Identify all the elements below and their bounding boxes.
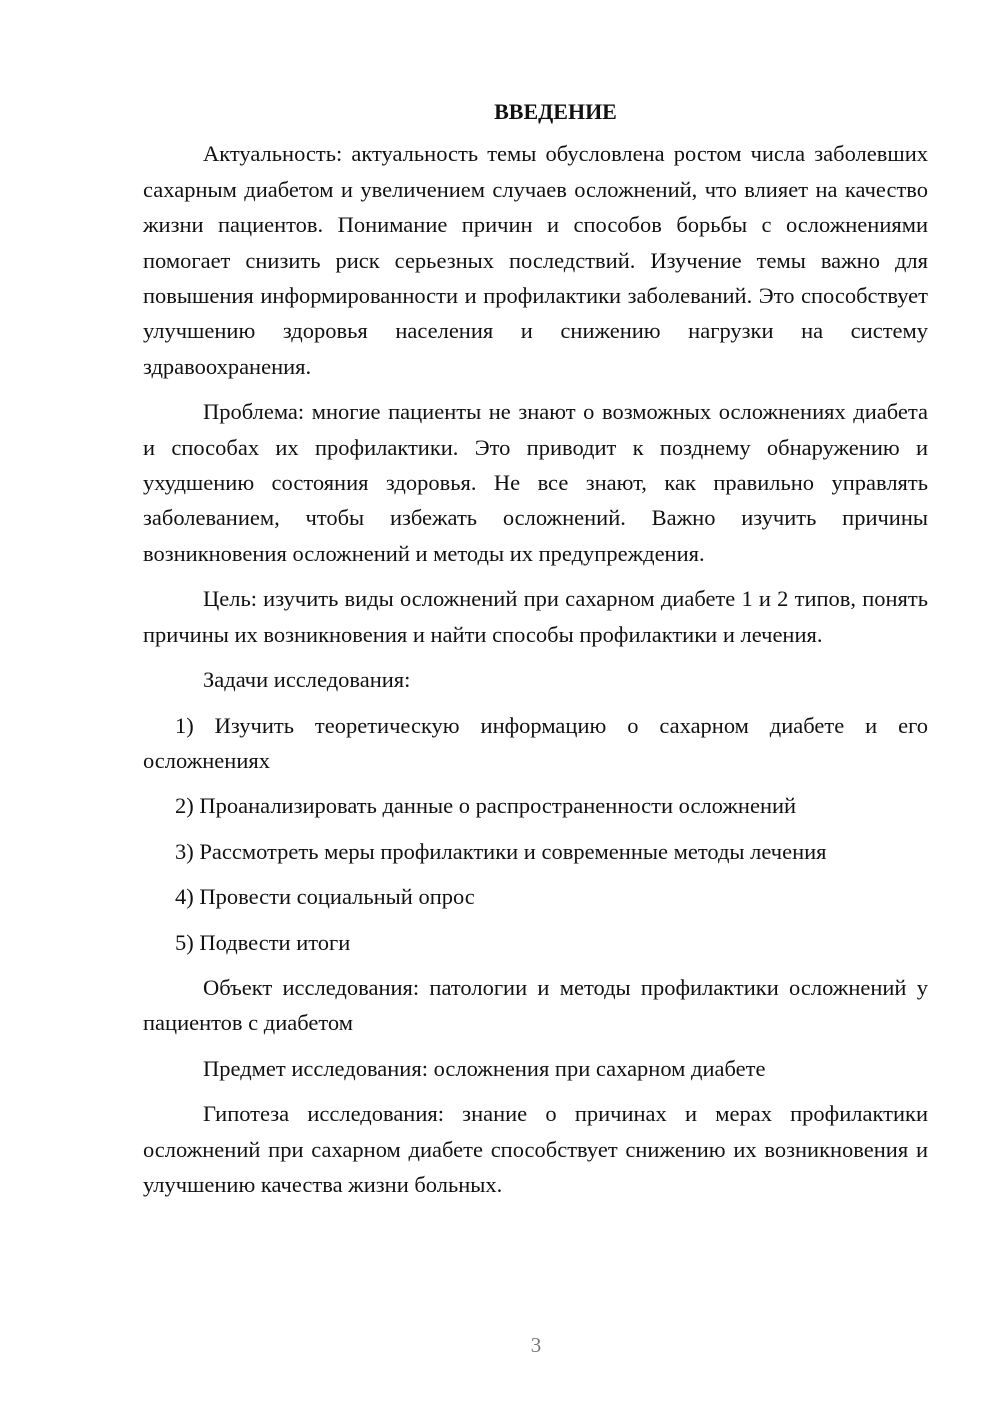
- task-item-5: 5) Подвести итоги: [175, 929, 351, 955]
- task-item-2: 2) Проанализировать данные о распространенности осложнений: [175, 793, 797, 819]
- task-item-1: 1) Изучить теоретическую информацию о сахарном диабете и его осложнениях: [143, 712, 928, 773]
- tasks-heading: Задачи исследования:: [203, 667, 411, 693]
- task-item-3: 3) Рассмотреть меры профилактики и современные методы лечения: [175, 838, 827, 864]
- paragraph-relevance: Актуальность: актуальность темы обусловлена ростом числа заболевших сахарным диабетом и увеличением случаев осложнений, что влияет на качество жизни пациентов. Понимание причин и способов борьбы с осложнениями помогает снизить риск серьезных последствий. Изучение темы важно для повышения информированности и профилактики заболеваний. Это способствует улучшению здоровья населения и снижению нагрузки на систему здравоохранения.: [143, 141, 928, 379]
- page-number: 3: [530, 1333, 542, 1357]
- paragraph-subject: Предмет исследования: осложнения при сахарном диабете: [203, 1055, 766, 1081]
- task-item-4: 4) Провести социальный опрос: [175, 884, 475, 910]
- paragraph-problem: Проблема: многие пациенты не знают о возможных осложнениях диабета и способах их профилактики. Это приводит к позднему обнаружению и ухудшению состояния здоровья. Не все знают, как правильно управлять заболеванием, чтобы избежать осложнений. Важно изучить причины возникновения осложнений и методы их предупреждения.: [143, 399, 928, 566]
- page-content: [143, 94, 928, 1212]
- paragraph-hypothesis: Гипотеза исследования: знание о причинах и мерах профилактики осложнений при сахарном диабете способствует снижению их возникновения и улучшению качества жизни больных.: [143, 1101, 928, 1197]
- paragraph-object: Объект исследования: патологии и методы профилактики осложнений у пациентов с диабетом: [143, 974, 928, 1036]
- page-title: ВВЕДЕНИЕ: [494, 99, 617, 124]
- paragraph-goal: Цель: изучить виды осложнений при сахарном диабете 1 и 2 типов, понять причины их возникновения и найти способы профилактики и лечения.: [143, 586, 928, 647]
